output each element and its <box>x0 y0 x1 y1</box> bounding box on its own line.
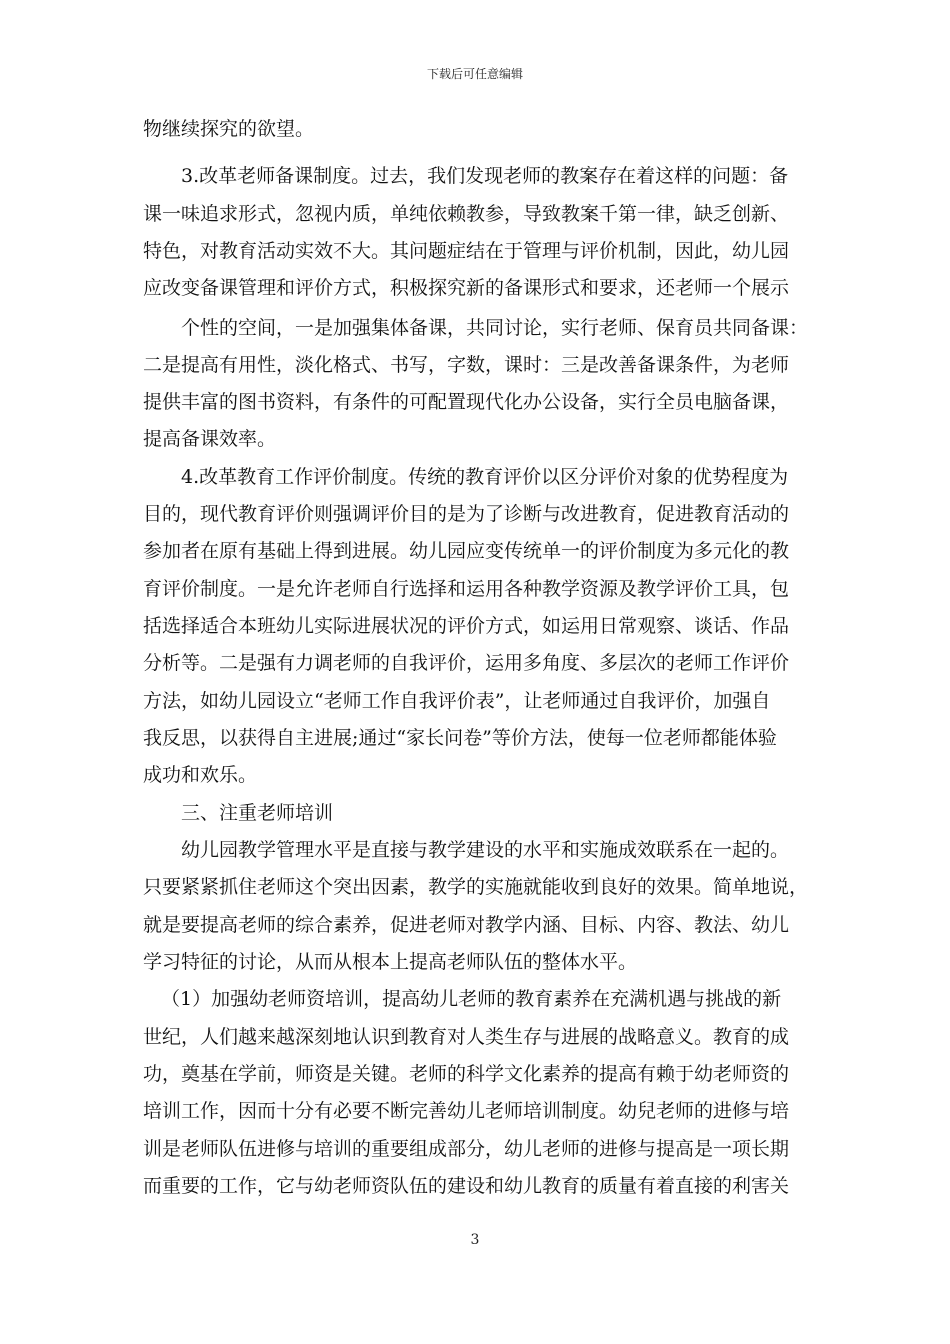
text-line: 世纪，人们越来越深刻地认识到教育对人类生存与进展的战略意义。教育的成 <box>143 1026 790 1048</box>
text-line: 而重要的工作，它与幼老师资队伍的建设和幼儿教育的质量有着直接的利害关 <box>143 1175 790 1197</box>
text-line: 物继续探究的欲望。 <box>143 118 315 140</box>
text-line: 个性的空间，一是加强集体备课，共同讨论，实行老师、保育员共同备课： <box>181 317 809 339</box>
section-heading: 三、注重老师培训 <box>181 802 334 824</box>
text-line: 参加者在原有基础上得到进展。幼儿园应变传统单一的评价制度为多元化的教 <box>143 540 790 562</box>
text-line: 课一味追求形式，忽视内质，单纯依赖教参，导致教案千第一律，缺乏创新、 <box>143 203 790 225</box>
text-line: 育评价制度。一是允许老师自行选择和运用各种教学资源及教学评价工具，包 <box>143 578 790 600</box>
text-line: 只要紧紧抓住老师这个突出因素，教学的实施就能收到良好的效果。简单地说， <box>143 876 809 898</box>
text-line: 提供丰富的图书资料，有条件的可配置现代化办公设备，实行全员电脑备课， <box>143 391 790 413</box>
text-line: 功，奠基在学前，师资是关键。老师的科学文化素养的提高有赖于幼老师资的 <box>143 1063 790 1085</box>
text-line: 分析等。二是强有力调老师的自我评价，运用多角度、多层次的老师工作评价 <box>143 652 790 674</box>
text-line: 幼儿园教学管理水平是直接与教学建设的水平和实施成效联系在一起的。 <box>181 839 790 861</box>
text-line: 训是老师队伍进修与培训的重要组成部分，幼儿老师的进修与提高是一项长期 <box>143 1138 790 1160</box>
text-line: 我反思，以获得自主进展;通过“家长问卷”等价方法，使每一位老师都能体验 <box>143 727 777 749</box>
text-line: （1）加强幼老师资培训，提高幼儿老师的教育素养在充满机遇与挑战的新 <box>161 988 782 1010</box>
text-line: 3.改革老师备课制度。过去，我们发现老师的教案存在着这样的问题：备 <box>181 165 789 187</box>
text-line: 4.改革教育工作评价制度。传统的教育评价以区分评价对象的优势程度为 <box>181 466 789 488</box>
text-line: 方法，如幼儿园设立“老师工作自我评价表”，让老师通过自我评价，加强自 <box>143 690 771 712</box>
text-line: 成功和欢乐。 <box>143 764 258 786</box>
text-line: 就是要提高老师的综合素养，促进老师对教学内涵、目标、内容、教法、幼儿 <box>143 914 790 936</box>
text-line: 目的，现代教育评价则强调评价目的是为了诊断与改进教育，促进教育活动的 <box>143 503 790 525</box>
text-line: 学习特征的讨论，从而从根本上提高老师队伍的整体水平。 <box>143 951 638 973</box>
text-line: 特色，对教育活动实效不大。其问题症结在于管理与评价机制，因此，幼儿园 <box>143 240 790 262</box>
page-header: 下载后可任意编辑 <box>426 67 523 81</box>
text-line: 应改变备课管理和评价方式，积极探究新的备课形式和要求，还老师一个展示 <box>143 277 790 299</box>
page-number: 3 <box>470 1232 480 1248</box>
text-line: 培训工作，因而十分有必要不断完善幼儿老师培训制度。幼兒老师的进修与培 <box>143 1100 790 1122</box>
text-line: 二是提高有用性，淡化格式、书写，字数，课时：三是改善备课条件，为老师 <box>143 354 790 376</box>
text-line: 提高备课效率。 <box>143 428 277 450</box>
text-line: 括选择适合本班幼儿实际进展状况的评价方式，如运用日常观察、谈话、作品 <box>143 615 790 637</box>
